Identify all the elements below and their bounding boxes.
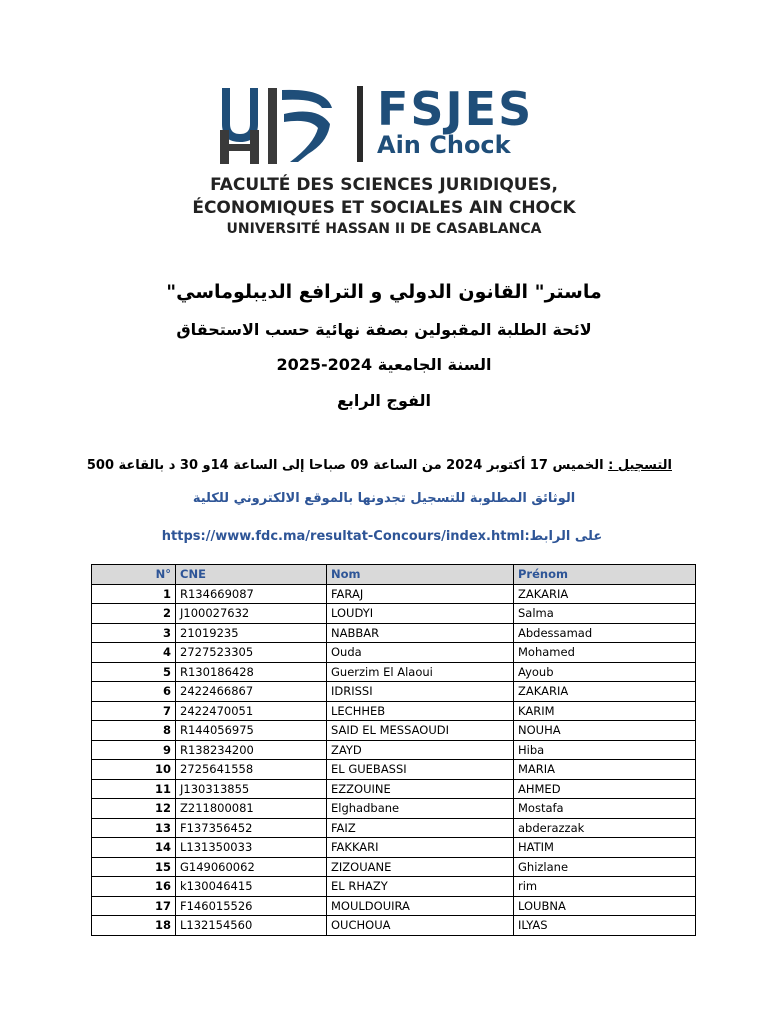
cell-prenom: Mohamed [514,643,696,663]
cell-prenom: AHMED [514,779,696,799]
cell-cne: J130313855 [176,779,327,799]
cell-number: 12 [92,799,176,819]
cell-cne: J100027632 [176,604,327,624]
registration-details: الخميس 17 أكتوبر 2024 من الساعة 09 صباحا إلى الساعة 14و 30 د بالقاعة 500 [86,458,604,473]
logo-subname: Ain Chock [377,131,511,159]
cell-cne: 2422470051 [176,701,327,721]
cell-cne: L131350033 [176,838,327,858]
table-row [92,682,696,702]
registration-info [86,458,672,473]
cell-prenom: Salma [514,604,696,624]
admitted-students-table [91,564,696,936]
cell-prenom: NOUHA [514,721,696,741]
cell-nom: SAID EL MESSAOUDI [327,721,514,741]
cell-nom: OUCHOUA [327,916,514,936]
cell-cne: R138234200 [176,740,327,760]
cell-number: 16 [92,877,176,897]
cell-cne: 2727523305 [176,643,327,663]
cell-prenom: KARIM [514,701,696,721]
cell-cne: F146015526 [176,896,327,916]
header-cne: CNE [176,565,327,585]
cell-number: 6 [92,682,176,702]
cell-cne: 2725641558 [176,760,327,780]
cell-number: 15 [92,857,176,877]
cell-nom: FARAJ [327,584,514,604]
cell-number: 13 [92,818,176,838]
website-url[interactable]: https://www.fdc.ma/resultat-Concours/index.html [161,529,525,544]
cell-prenom: ILYAS [514,916,696,936]
list-subtitle: لائحة الطلبة المقبولين بصفة نهائية حسب الاستحقاق [176,320,592,339]
cell-prenom: rim [514,877,696,897]
cell-nom: FAIZ [327,818,514,838]
cell-number: 3 [92,623,176,643]
cell-nom: LOUDYI [327,604,514,624]
cell-nom: LECHHEB [327,701,514,721]
cell-cne: Z211800081 [176,799,327,819]
cell-number: 2 [92,604,176,624]
cell-number: 14 [92,838,176,858]
table-row [92,623,696,643]
table-row [92,760,696,780]
cell-cne: 21019235 [176,623,327,643]
table-row [92,643,696,663]
cell-prenom: Ghizlane [514,857,696,877]
cell-cne: R130186428 [176,662,327,682]
cell-prenom: ZAKARIA [514,682,696,702]
table-row [92,604,696,624]
cell-number: 9 [92,740,176,760]
cell-nom: Ouda [327,643,514,663]
faculty-name-line1: FACULTÉ DES SCIENCES JURIDIQUES, [210,175,558,195]
cell-nom: NABBAR [327,623,514,643]
table-row [92,916,696,936]
cell-nom: FAKKARI [327,838,514,858]
cell-number: 18 [92,916,176,936]
logo-divider [357,86,363,162]
cell-nom: EL GUEBASSI [327,760,514,780]
cell-prenom: Mostafa [514,799,696,819]
cell-prenom: ZAKARIA [514,584,696,604]
cell-prenom: Ayoub [514,662,696,682]
registration-label: التسجيل : [608,458,672,473]
university-name: UNIVERSITÉ HASSAN II DE CASABLANCA [226,221,542,237]
cell-nom: EL RHAZY [327,877,514,897]
cell-prenom: Hiba [514,740,696,760]
cell-nom: Guerzim El Alaoui [327,662,514,682]
table-row [92,857,696,877]
cell-cne: k130046415 [176,877,327,897]
cell-number: 17 [92,896,176,916]
table-row [92,701,696,721]
cell-cne: F137356452 [176,818,327,838]
cell-nom: MOULDOUIRA [327,896,514,916]
link-prefix: على الرابط: [524,529,603,544]
cell-prenom: MARIA [514,760,696,780]
cell-cne: R134669087 [176,584,327,604]
cell-cne: R144056975 [176,721,327,741]
logo-name: FSJES [377,82,534,136]
cell-cne: 2422466867 [176,682,327,702]
table-row [92,740,696,760]
cell-nom: ZAYD [327,740,514,760]
table-row [92,721,696,741]
table-row [92,799,696,819]
cell-prenom: Abdessamad [514,623,696,643]
cell-number: 8 [92,721,176,741]
cell-nom: ZIZOUANE [327,857,514,877]
website-link-line [152,529,612,544]
table-row [92,838,696,858]
header-prenom: Prénom [514,565,696,585]
academic-year: السنة الجامعية 2024-2025 [276,355,492,374]
cell-prenom: LOUBNA [514,896,696,916]
table-row [92,896,696,916]
cell-prenom: abderazzak [514,818,696,838]
table-row [92,584,696,604]
cell-number: 10 [92,760,176,780]
header-number: N° [92,565,176,585]
cell-nom: IDRISSI [327,682,514,702]
cohort-label: الفوج الرابع [336,391,431,410]
table-row [92,818,696,838]
cell-nom: Elghadbane [327,799,514,819]
table-row [92,662,696,682]
table-row [92,779,696,799]
cell-cne: G149060062 [176,857,327,877]
faculty-name-line2: ÉCONOMIQUES ET SOCIALES AIN CHOCK [192,198,576,218]
cell-cne: L132154560 [176,916,327,936]
master-title: ماستر" القانون الدولي و الترافع الديبلوماسي" [166,281,602,303]
cell-number: 1 [92,584,176,604]
cell-number: 5 [92,662,176,682]
cell-number: 4 [92,643,176,663]
cell-number: 7 [92,701,176,721]
cell-prenom: HATIM [514,838,696,858]
faculty-logo [218,84,558,166]
cell-nom: EZZOUINE [327,779,514,799]
table-header-row [92,565,696,585]
cell-number: 11 [92,779,176,799]
documents-note: الوثائق المطلوبة للتسجيل تجدونها بالموقع الالكتروني للكلية [192,491,576,506]
header-nom: Nom [327,565,514,585]
table-row [92,877,696,897]
